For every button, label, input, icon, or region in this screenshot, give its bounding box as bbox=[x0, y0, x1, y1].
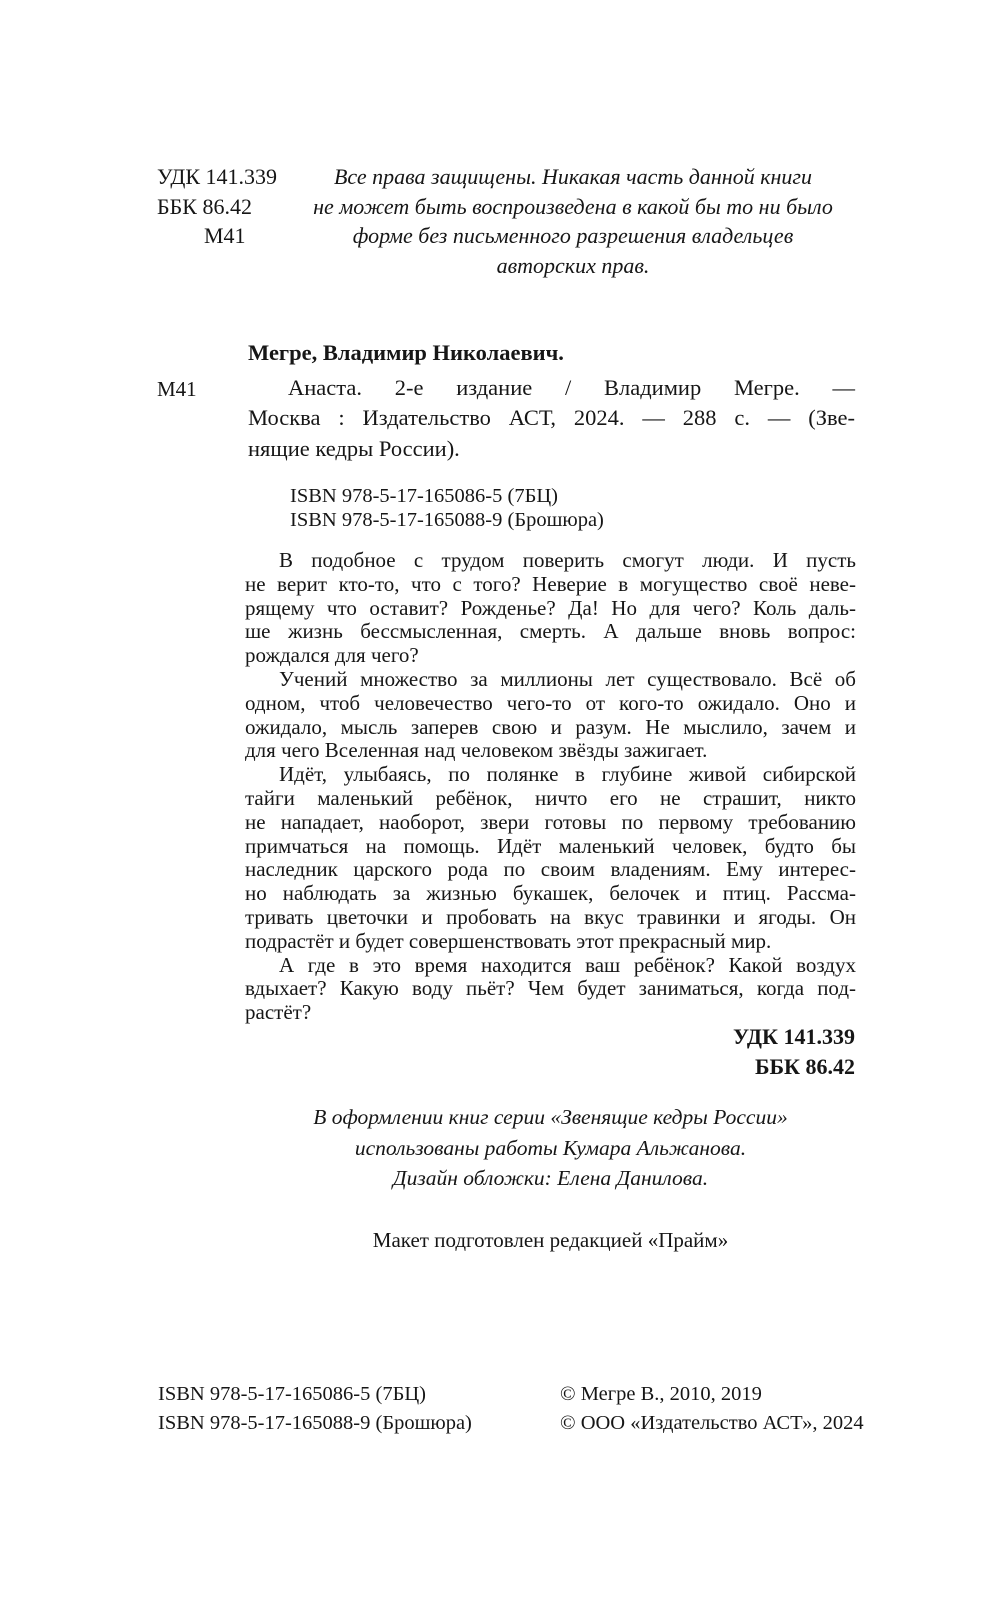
design-credit-line: использованы работы Кумара Альжанова. bbox=[354, 1135, 747, 1160]
bbk-code-bottom: ББК 86.42 bbox=[754, 1054, 855, 1079]
design-credit-line: В оформлении книг серии «Звенящие кедры России» bbox=[313, 1105, 788, 1129]
rights-notice-line: не может быть воспроизведена в какой бы то ни было bbox=[313, 193, 833, 219]
annotation-line: вдыхает? Какую воду пьёт? Чем будет заниматься, когда под- bbox=[245, 976, 856, 1001]
footer-copyright-block bbox=[560, 1380, 864, 1437]
isbn-line: ISBN 978-5-17-165086-5 (7БЦ) bbox=[290, 485, 558, 507]
design-credit bbox=[245, 1102, 856, 1194]
udk-code: УДК 141.339 bbox=[157, 164, 278, 189]
catalog-entry-line: нящие кедры России). bbox=[248, 435, 460, 461]
footer-copyright-line: © Мегре В., 2010, 2019 bbox=[560, 1383, 762, 1405]
catalog-entry-line: Москва : Издательство АСТ, 2024. — 288 с. — (Зве- bbox=[248, 405, 855, 431]
annotation-line: тайги маленький ребёнок, ничто его не страшит, никто bbox=[245, 785, 856, 810]
margin-author-sign: М41 bbox=[157, 377, 197, 401]
footer-copyright-line: © ООО «Издательство АСТ», 2024 bbox=[560, 1411, 864, 1434]
rights-notice bbox=[298, 162, 848, 280]
annotation-line: не верит кто-то, что с того? Неверие в могущество своё неве- bbox=[245, 571, 856, 596]
rights-notice-line: авторских прав. bbox=[496, 252, 650, 278]
classification-codes-bottom bbox=[733, 1022, 855, 1082]
udk-code-bottom: УДК 141.339 bbox=[732, 1024, 855, 1049]
footer-isbn-line: ISBN 978-5-17-165088-9 (Брошюра) bbox=[158, 1411, 472, 1434]
rights-notice-line: форме без письменного разрешения владельцев bbox=[352, 223, 794, 248]
bbk-code: ББК 86.42 bbox=[157, 193, 252, 219]
annotation-line: Учений множество за миллионы лет существовало. Всё об bbox=[279, 666, 856, 691]
annotation-line: А где в это время находится ваш ребёнок? Какой воздух bbox=[279, 952, 856, 977]
annotation-line: рящему что оставит? Рожденье? Да! Но для чего? Коль даль- bbox=[245, 595, 856, 620]
annotation-line: В подобное с трудом поверить смогут люди. И пусть bbox=[279, 548, 856, 572]
annotation-line: тривать цветочки и пробовать на вкус травинки и ягоды. Он bbox=[245, 904, 856, 929]
annotation-text bbox=[245, 549, 856, 1025]
annotation-line: примчаться на помощь. Идёт маленький человек, будто бы bbox=[245, 833, 856, 858]
catalog-entry-line: Анаста. 2-е издание / Владимир Мегре. — bbox=[288, 375, 855, 400]
footer-isbn-block bbox=[158, 1380, 472, 1437]
annotation-line: Идёт, улыбаясь, по полянке в глубине живой сибирской bbox=[279, 762, 856, 787]
layout-credit: Макет подготовлен редакцией «Прайм» bbox=[372, 1228, 729, 1252]
isbn-line: ISBN 978-5-17-165088-9 (Брошюра) bbox=[290, 508, 604, 531]
annotation-line: но наблюдать за жизнью букашек, белочек и птиц. Рассма- bbox=[245, 881, 856, 906]
classification-codes bbox=[157, 162, 277, 251]
annotation-line: одном, чтоб человечество чего-то от кого-то ожидало. Оно и bbox=[245, 690, 856, 715]
isbn-block bbox=[290, 485, 604, 532]
author-sign-code: М41 bbox=[204, 223, 246, 248]
annotation-line: для чего Вселенная над человеком звёзды зажигает. bbox=[245, 738, 708, 763]
catalog-entry bbox=[248, 373, 855, 464]
annotation-line: ожидало, мысль заперев свою и разум. Не мыслило, зачем и bbox=[245, 714, 856, 739]
rights-notice-line: Все права защищены. Никакая часть данной книги bbox=[333, 164, 812, 189]
author-heading: Мегре, Владимир Николаевич. bbox=[248, 340, 564, 365]
annotation-line: наследник царского рода по своим владениям. Ему интерес- bbox=[245, 857, 856, 882]
annotation-line: растёт? bbox=[245, 1000, 312, 1025]
footer-isbn-line: ISBN 978-5-17-165086-5 (7БЦ) bbox=[158, 1383, 426, 1405]
annotation-line: не нападает, наоборот, звери готовы по первому требованию bbox=[245, 809, 856, 834]
annotation-line: ше жизнь бессмысленная, смерть. А дальше вновь вопрос: bbox=[245, 619, 856, 644]
annotation-line: подрастёт и будет совершенствовать этот прекрасный мир. bbox=[245, 928, 772, 953]
annotation-line: рождался для чего? bbox=[245, 643, 419, 668]
design-credit-line: Дизайн обложки: Елена Данилова. bbox=[392, 1166, 709, 1190]
